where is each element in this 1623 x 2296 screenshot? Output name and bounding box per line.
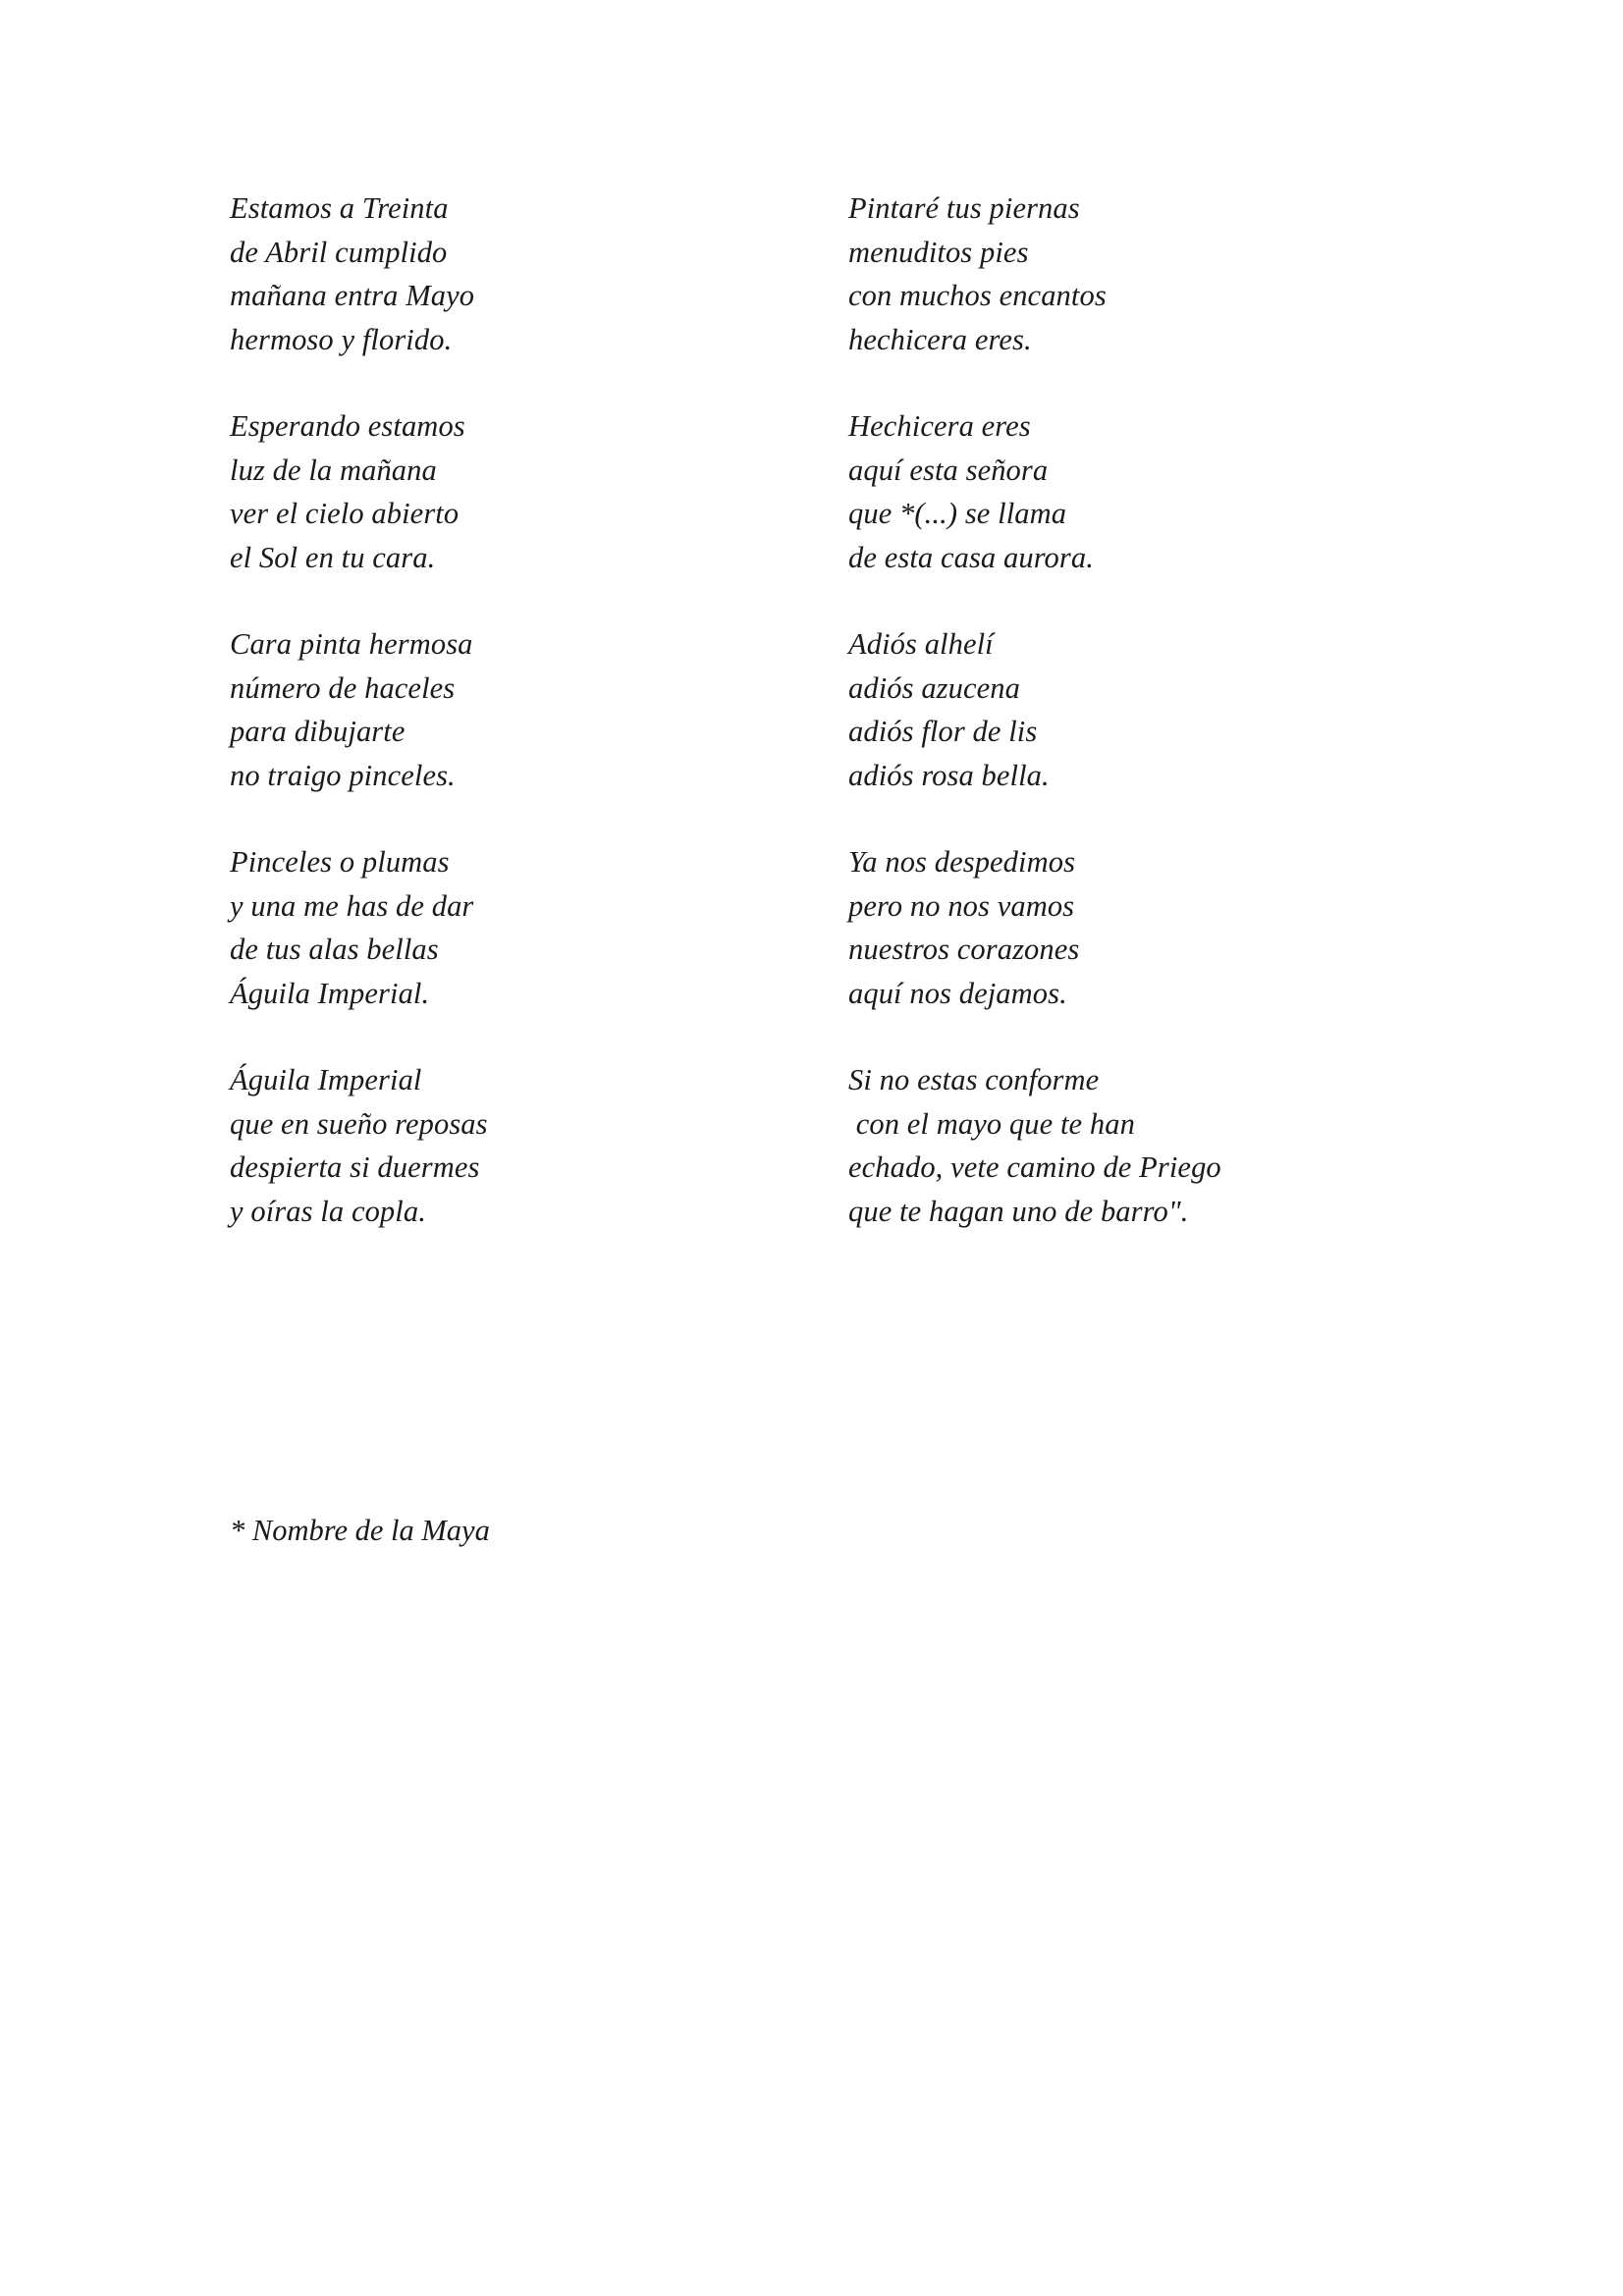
poem-line: echado, vete camino de Priego [848,1150,1221,1184]
poem-line: con muchos encantos [848,279,1107,312]
poem-line: hermoso y florido. [230,322,453,356]
stanza [230,622,848,797]
stanza [230,404,848,579]
poem-line: aquí nos dejamos. [848,976,1067,1010]
stanza [230,187,848,361]
poem-line: aquí esta señora [848,453,1049,487]
poem-line: Pinceles o plumas [230,845,450,879]
poem-line: Águila Imperial [230,1063,422,1096]
poem-line: que *(...) se llama [848,497,1067,530]
poem-line: y oíras la copla. [230,1194,426,1228]
poem-line: número de haceles [230,670,456,705]
stanza [230,1058,848,1233]
poem-line: mañana entra Mayo [230,279,475,312]
poem-line: menuditos pies [848,235,1029,269]
poem-line: adiós flor de lis [848,715,1038,748]
poem-line: Cara pinta hermosa [230,627,473,661]
poem-line: pero no nos vamos [848,888,1075,923]
poem-line: nuestros corazones [848,933,1080,966]
poem-line: para dibujarte [230,715,406,748]
poem-line: con el mayo que te han [848,1106,1135,1141]
poem-body [230,187,1408,1233]
stanza [848,840,1408,1015]
poem-line: de esta casa aurora. [848,540,1094,574]
poem-line: que te hagan uno de barro". [848,1194,1189,1228]
poem-line: el Sol en tu cara. [230,540,436,574]
poem-line: Adiós alhelí [848,627,994,661]
stanza [848,187,1408,361]
footnote: * Nombre de la Maya [230,1514,490,1547]
poem-line: de tus alas bellas [230,933,439,966]
poem-column-right [848,187,1408,1233]
poem-line: que en sueño reposas [230,1106,488,1141]
poem-line: Si no estas conforme [848,1063,1100,1096]
poem-line: despierta si duermes [230,1150,480,1184]
poem-column-left [230,187,848,1233]
stanza [230,840,848,1015]
poem-line: hechicera eres. [848,322,1032,356]
poem-line: y una me has de dar [230,888,474,923]
poem-line: Águila Imperial. [230,976,430,1010]
poem-line: Hechicera eres [848,409,1031,443]
poem-line: de Abril cumplido [230,235,448,269]
poem-line: ver el cielo abierto [230,497,460,530]
poem-line: adiós rosa bella. [848,758,1050,792]
stanza [848,404,1408,579]
poem-line: Esperando estamos [230,409,465,443]
stanza [848,622,1408,797]
poem-line: Estamos a Treinta [230,191,449,225]
poem-line: Ya nos despedimos [848,845,1076,879]
poem-line: luz de la mañana [230,453,437,487]
poem-line: Pintaré tus piernas [848,191,1080,225]
poem-line: adiós azucena [848,670,1020,705]
stanza [848,1058,1408,1233]
poem-line: no traigo pinceles. [230,758,456,792]
